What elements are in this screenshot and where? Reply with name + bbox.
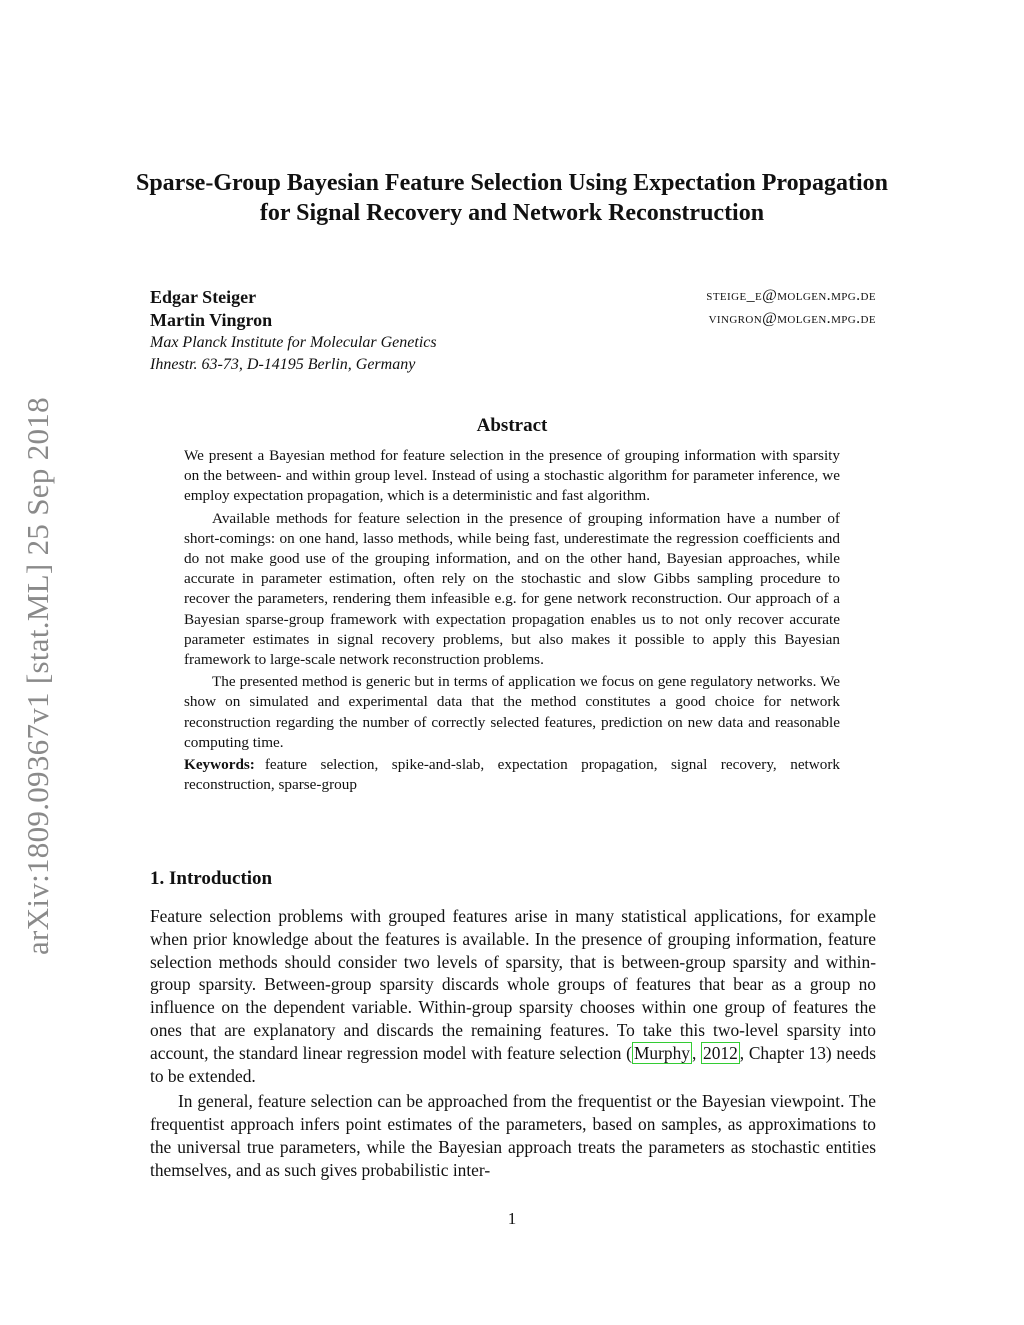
introduction-body bbox=[150, 905, 876, 1185]
abstract-heading: Abstract bbox=[476, 415, 548, 436]
arxiv-identifier: arXiv:1809.09367v1 [stat.ML] 25 Sep 2018 bbox=[20, 397, 55, 955]
body-paragraph: In general, feature selection can be approached from the frequentist or the Bayesian viewpoint. The frequentist approach infers point estimates of the parameters, based on samples, as approximations to the universal true parameters, while the Bayesian approach treats the parameters as stochastic entities themselves, and as such gives probabilistic inter- bbox=[150, 1091, 876, 1180]
section-heading-introduction: 1. Introduction bbox=[150, 868, 273, 889]
body-paragraph bbox=[150, 905, 876, 1087]
author-row bbox=[150, 287, 876, 308]
paragraph-text: Feature selection problems with grouped features arise in many statistical applications, for example when prior knowledge about the features is available. In the presence of grouping information, feature selection methods should consider two levels of sparsity, that is between-group sparsity and within-group sparsity. Between-group sparsity discards whole groups of features that bear as a group no influence on the dependent variable. Within-group sparsity chooses within one group of features the ones that are explanatory and discards the remaining features. To take this two-level sparsity into account, the standard linear regression model with feature selection ( bbox=[150, 906, 876, 1063]
citation-separator: , bbox=[691, 1042, 702, 1063]
paper-title: Sparse-Group Bayesian Feature Selection Using Expectation Propagation for Signal Recovery and Network Reconstruction bbox=[135, 170, 888, 226]
citation-link[interactable]: Murphy bbox=[633, 1042, 690, 1063]
keywords bbox=[184, 755, 840, 795]
author-row bbox=[150, 310, 876, 331]
author-name: Martin Vingron bbox=[150, 310, 273, 330]
abstract-paragraph: We present a Bayesian method for feature selection in the presence of grouping information with sparsity on the between- and within group level. Instead of using a stochastic algorithm for parameter inference, we employ expectation propagation, which is a deterministic and fast algorithm. bbox=[184, 447, 840, 505]
citation-year-link[interactable]: 2012 bbox=[703, 1042, 738, 1063]
keywords-label: Keywords: bbox=[184, 756, 255, 774]
page-number: 1 bbox=[507, 1209, 517, 1228]
abstract-paragraph: The presented method is generic but in terms of application we focus on gene regulatory networks. We show on simulated and experimental data that the method constitutes a good choice for network reconstruction regarding the number of correctly selected features, prediction on new data and reasonable computing time. bbox=[184, 673, 840, 751]
keywords-list: feature selection, spike-and-slab, expectation propagation, signal recovery, network reconstruction, sparse-group bbox=[184, 756, 840, 794]
author-email[interactable]: vingron@molgen.mpg.de bbox=[708, 310, 876, 327]
author-name: Edgar Steiger bbox=[150, 287, 257, 307]
paragraph-text: , Chapter 13) needs to be extended. bbox=[150, 1042, 876, 1086]
author-email[interactable]: steige_e@molgen.mpg.de bbox=[706, 287, 876, 304]
abstract-paragraph: Available methods for feature selection in the presence of grouping information have a number of short-comings: on one hand, lasso methods, while being fast, underestimate the regression coefficients and do not make good use of the grouping information, and on the other hand, Bayesian approaches, while accurate in parameter estimation, often rely on the stochastic and slow Gibbs sampling procedure to recover the parameters, rendering them infeasible e.g. for gene network reconstruction. Our approach of a Bayesian sparse-group framework with expectation propagation enables us to not only recover accurate parameter estimates in signal recovery problems, but also makes it possible to apply this Bayesian framework to large-scale network reconstruction problems. bbox=[184, 509, 840, 669]
abstract-body bbox=[184, 446, 840, 795]
affiliation-institute: Max Planck Institute for Molecular Genetics bbox=[150, 334, 437, 351]
affiliation-address: Ihnestr. 63-73, D-14195 Berlin, Germany bbox=[150, 356, 416, 373]
